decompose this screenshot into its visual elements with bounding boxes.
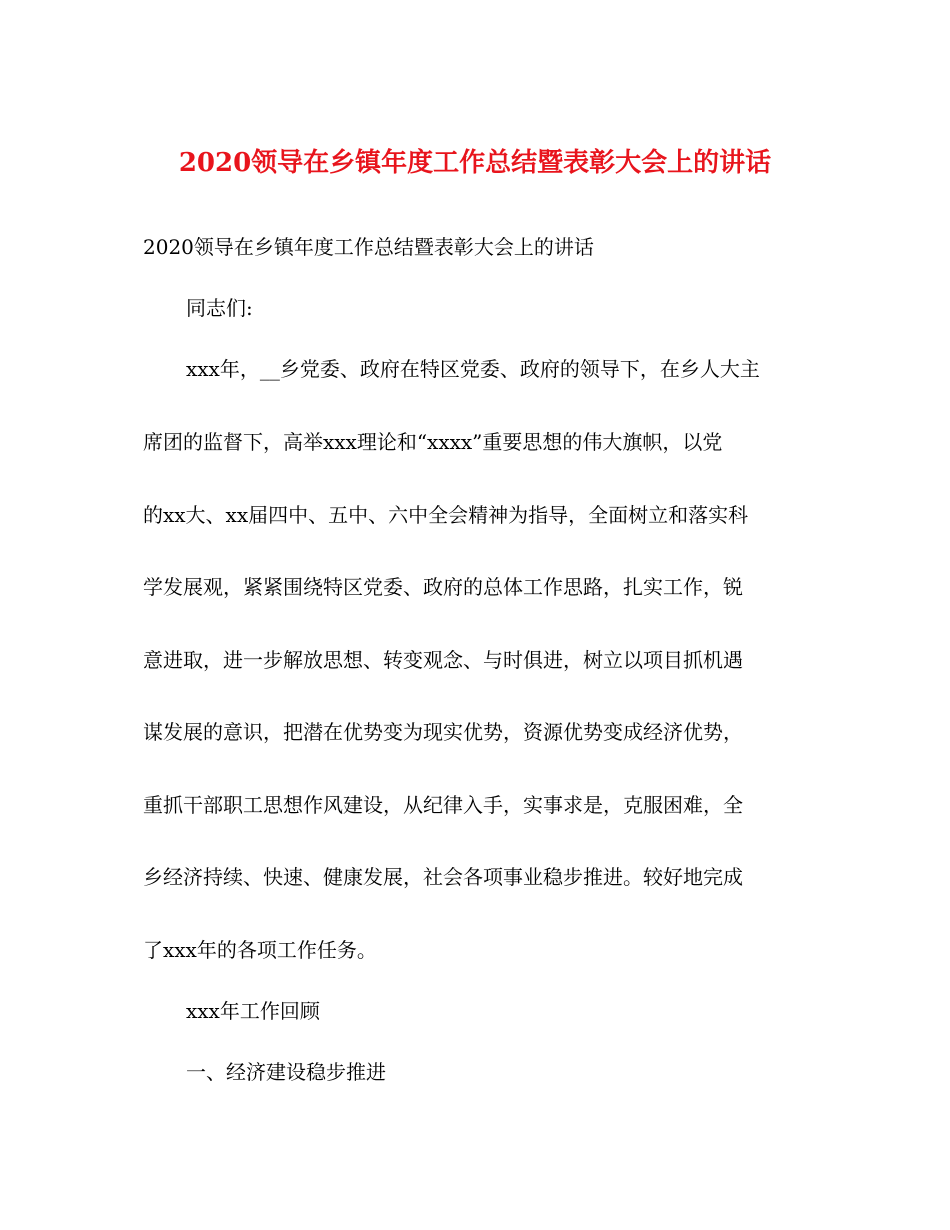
- paragraph-line: 意进取，进一步解放思想、转变观念、与时俱进，树立以项目抓机遇: [143, 648, 743, 672]
- paragraph-line: 学发展观，紧紧围绕特区党委、政府的总体工作思路，扎实工作，锐: [143, 575, 743, 599]
- salutation: 同志们:: [186, 296, 253, 320]
- paragraph-line: xxx年，__乡党委、政府在特区党委、政府的领导下，在乡人大主: [186, 357, 760, 381]
- document-title: 2020领导在乡镇年度工作总结暨表彰大会上的讲话: [178, 148, 772, 178]
- paragraph-line: 重抓干部职工思想作风建设，从纪律入手，实事求是，克服困难，全: [143, 793, 743, 817]
- paragraph-line: 谋发展的意识，把潜在优势变为现实优势，资源优势变成经济优势，: [143, 720, 743, 744]
- paragraph-line: 了xxx年的各项工作任务。: [143, 938, 377, 962]
- subsection-heading: 一、经济建设稳步推进: [186, 1060, 386, 1084]
- subtitle-line: 2020领导在乡镇年度工作总结暨表彰大会上的讲话: [143, 235, 594, 259]
- paragraph-line: 席团的监督下，高举xxx理论和“xxxx”重要思想的伟大旗帜，以党: [143, 430, 723, 454]
- paragraph-line: 的xx大、xx届四中、五中、六中全会精神为指导，全面树立和落实科: [143, 503, 749, 527]
- section-heading: xxx年工作回顾: [186, 999, 320, 1023]
- paragraph-line: 乡经济持续、快速、健康发展，社会各项事业稳步推进。较好地完成: [143, 865, 743, 889]
